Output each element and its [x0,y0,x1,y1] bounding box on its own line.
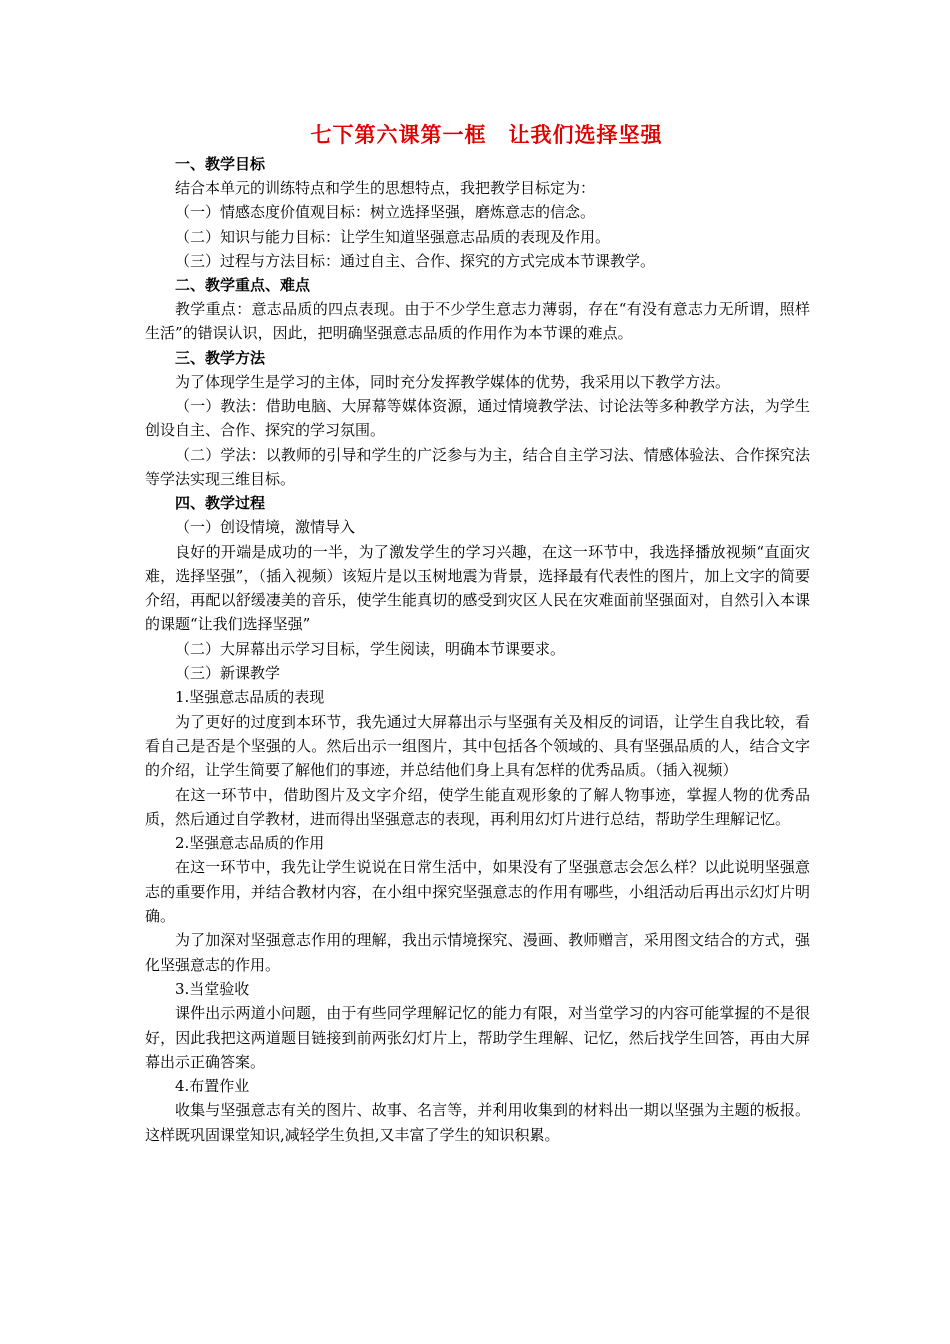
section-heading-objectives: 一、教学目标 [175,155,266,173]
subheading: 3.当堂验收 [175,979,250,998]
paragraph: （三）过程与方法目标：通过自主、合作、探究的方式完成本节课教学。 [175,251,656,270]
paragraph: 良好的开端是成功的一半，为了激发学生的学习兴趣，在这一环节中，我选择播放视频“直面灾难，选择坚强”，（插入视频）该短片是以玉树地震为背景，选择最有代表性的图片，加上文字的简要介绍，再配以舒缓凄美的音乐，使学生能真切的感受到灾区人民在灾难面前坚强面对，自然引入本课的课题“让我们选择坚强” [145,542,810,634]
paragraph: （一）教法：借助电脑、大屏幕等媒体资源，通过情境教学法、讨论法等多种教学方法，为学生创设自主、合作、探究的学习氛围。 [145,397,810,440]
paragraph: （一）情感态度价值观目标：树立选择坚强，磨炼意志的信念。 [175,203,596,222]
paragraph: 为了体现学生是学习的主体，同时充分发挥教学媒体的优势，我采用以下教学方法。 [175,372,731,391]
paragraph: （二）学法：以教师的引导和学生的广泛参与为主，结合自主学习法、情感体验法、合作探究法等学法实现三维目标。 [145,445,810,488]
paragraph: 课件出示两道小问题，由于有些同学理解记忆的能力有限，对当堂学习的内容可能掌握的不是很好，因此我把这两道题目链接到前两张幻灯片上，帮助学生理解、记忆，然后找学生回答，再由大屏幕出示正确答案。 [145,1004,810,1071]
paragraph: 为了加深对坚强意志作用的理解，我出示情境探究、漫画、教师赠言，采用图文结合的方式，强化坚强意志的作用。 [145,931,810,974]
paragraph: 收集与坚强意志有关的图片、故事、名言等，并利用收集到的材料出一期以坚强为主题的板报。这样既巩固课堂知识,减轻学生负担,又丰富了学生的知识积累。 [145,1101,810,1144]
subheading: 1.坚强意志品质的表现 [175,688,325,707]
subheading: 2.坚强意志品质的作用 [175,834,325,853]
paragraph: 教学重点：意志品质的四点表现。由于不少学生意志力薄弱，存在“有没有意志力无所谓，照样生活”的错误认识，因此，把明确坚强意志品质的作用作为本节课的难点。 [145,300,810,343]
subheading: （三）新课教学 [175,664,281,683]
section-heading-key-points: 二、教学重点、难点 [175,276,311,295]
paragraph: 在这一环节中，借助图片及文字介绍，使学生能直观形象的了解人物事迹，掌握人物的优秀品质，然后通过自学教材，进而得出坚强意志的表现，再利用幻灯片进行总结，帮助学生理解记忆。 [145,785,810,828]
paragraph: 为了更好的过度到本环节，我先通过大屏幕出示与坚强有关及相反的词语，让学生自我比较，看看自己是否是个坚强的人。然后出示一组图片，其中包括各个领域的、具有坚强品质的人，结合文字的介绍，让学生简要了解他们的事迹，并总结他们身上具有怎样的优秀品质。（插入视频） [145,712,810,780]
section-heading-process: 四、教学过程 [175,494,266,513]
subheading: 4.布置作业 [175,1077,250,1096]
paragraph: （二）知识与能力目标：让学生知道坚强意志品质的表现及作用。 [175,227,611,246]
section-heading-methods: 三、教学方法 [175,348,266,367]
subheading: （一）创设情境，激情导入 [175,518,356,537]
document-title: 七下第六课第一框 让我们选择坚强 [310,123,663,147]
paragraph: 在这一环节中，我先让学生说说在日常生活中，如果没有了坚强意志会怎么样？以此说明坚强意志的重要作用，并结合教材内容，在小组中探究坚强意志的作用有哪些，小组活动后再出示幻灯片明确。 [145,858,810,926]
subheading: （二）大屏幕出示学习目标，学生阅读，明确本节课要求。 [175,639,566,658]
paragraph: 结合本单元的训练特点和学生的思想特点，我把教学目标定为： [175,179,596,197]
document-page [145,118,810,1147]
